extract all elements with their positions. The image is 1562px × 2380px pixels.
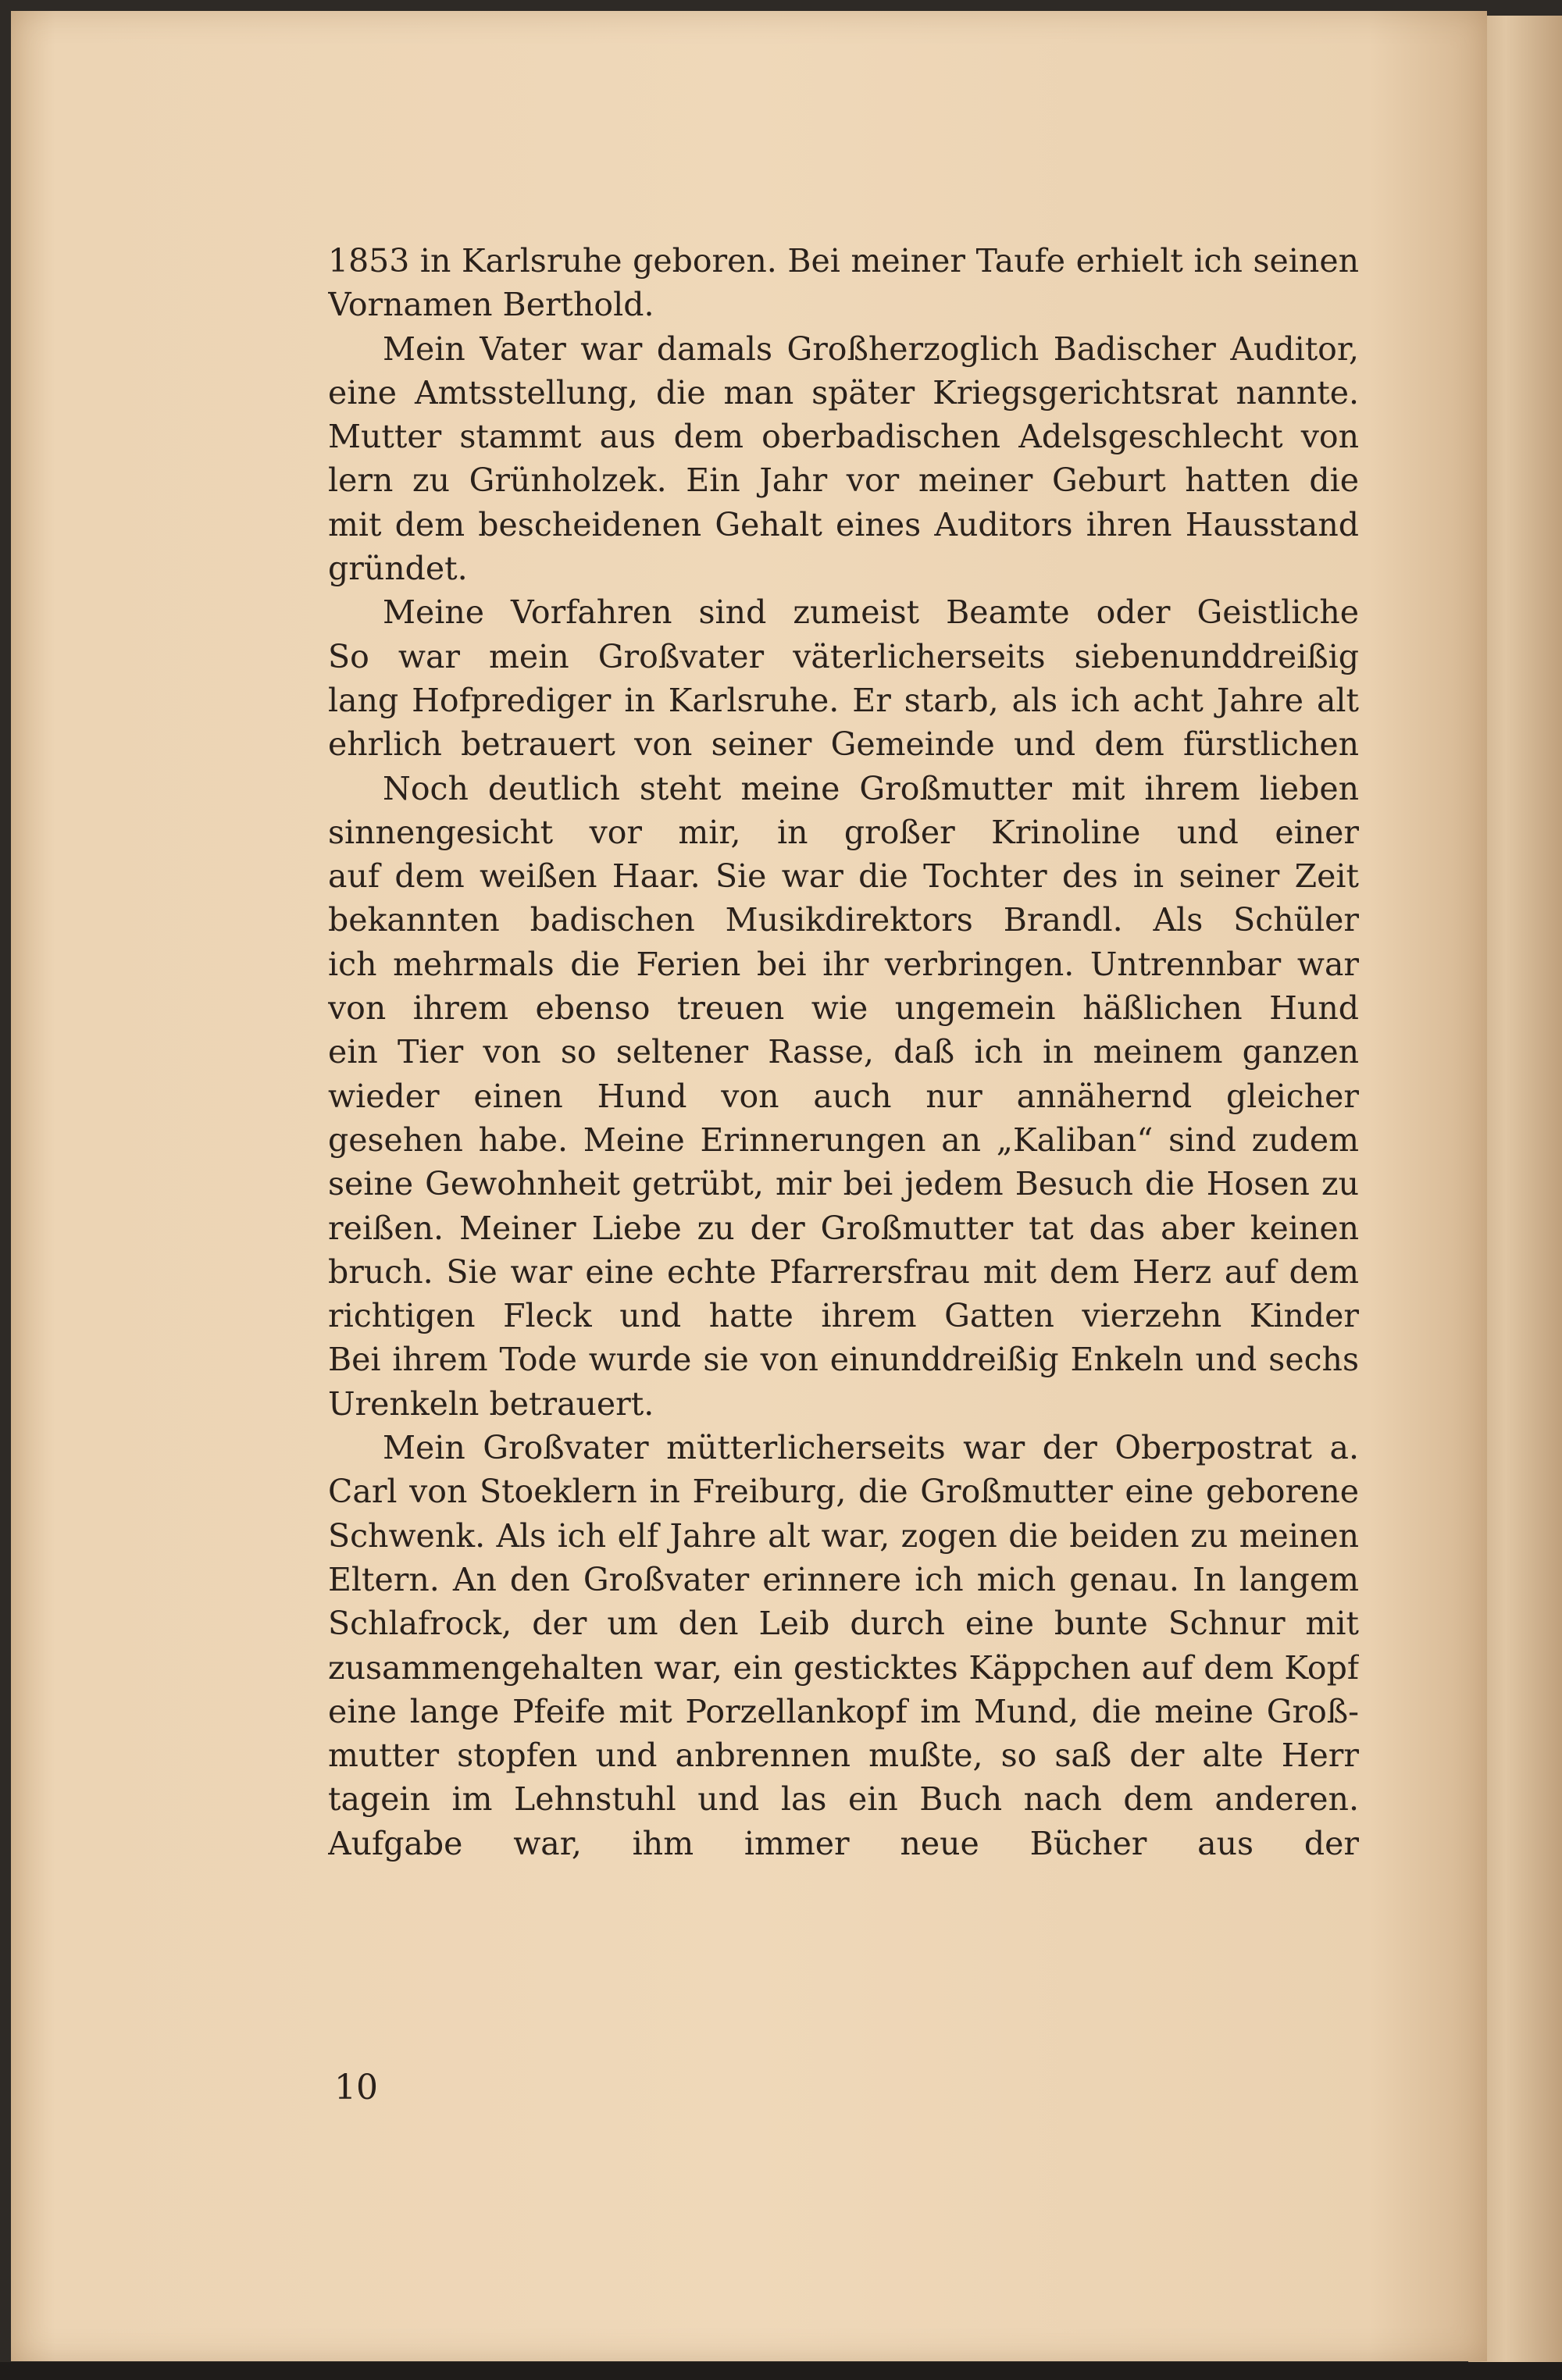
text-line: wieder einen Hund von auch nur annähernd gleicher <box>328 1077 1359 1115</box>
text-line: Eltern. An den Großvater erinnere ich mich genau. In langem <box>328 1560 1359 1598</box>
page-number: 10 <box>334 2068 378 2107</box>
text-line: Noch deutlich steht meine Großmutter mit ihrem lieben <box>383 769 1359 807</box>
body-text <box>328 239 1359 1865</box>
text-line: sinnengesicht vor mir, in großer Krinoline und einer <box>328 813 1359 851</box>
text-line: gründet. <box>328 550 468 588</box>
text-line: Vornamen Berthold. <box>328 286 654 324</box>
text-line: von ihrem ebenso treuen wie ungemein häßlichen Hund <box>328 989 1359 1028</box>
text-line: Mutter stammt aus dem oberbadischen Adelsgeschlecht von <box>328 418 1359 456</box>
text-line: tagein im Lehnstuhl und las ein Buch nach dem anderen. <box>328 1780 1359 1819</box>
text-line: eine Amtsstellung, die man später Kriegsgerichtsrat nannte. <box>328 373 1359 412</box>
text-line: So war mein Großvater väterlicherseits siebenunddreißig <box>328 637 1359 675</box>
text-line: ein Tier von so seltener Rasse, daß ich in meinem ganzen <box>328 1033 1359 1071</box>
text-line: Carl von Stoeklern in Freiburg, die Großmutter eine geborene <box>328 1473 1359 1511</box>
text-line: lern zu Grünholzek. Ein Jahr vor meiner Geburt hatten die <box>328 461 1359 500</box>
text-line: zusammengehalten war, ein gesticktes Käppchen auf dem Kopf <box>328 1648 1359 1687</box>
scan-bottom-edge <box>0 2362 1562 2380</box>
text-line: Meine Vorfahren sind zumeist Beamte oder Geistliche <box>383 593 1359 632</box>
text-line: Bei ihrem Tode wurde sie von einunddreißig Enkeln und sechs <box>328 1341 1359 1379</box>
text-line: 1853 in Karlsruhe geboren. Bei meiner Taufe erhielt ich seinen <box>328 242 1359 280</box>
text-line: Mein Großvater mütterlicherseits war der Oberpostrat a. <box>383 1429 1359 1467</box>
text-line: eine lange Pfeife mit Porzellankopf im Mund, die meine Groß- <box>328 1692 1359 1730</box>
text-line: mit dem bescheidenen Gehalt eines Auditors ihren Hausstand <box>328 505 1359 543</box>
text-line: ehrlich betrauert von seiner Gemeinde und dem fürstlichen <box>328 725 1359 764</box>
text-line: auf dem weißen Haar. Sie war die Tochter des in seiner Zeit <box>328 857 1359 896</box>
text-line: Aufgabe war, ihm immer neue Bücher aus der <box>328 1824 1359 1862</box>
text-line: Mein Vater war damals Großherzoglich Badischer Auditor, <box>383 330 1359 368</box>
text-line: bruch. Sie war eine echte Pfarrersfrau mit dem Herz auf dem <box>328 1252 1359 1291</box>
text-line: bekannten badischen Musikdirektors Brandl. Als Schüler <box>328 901 1359 939</box>
text-line: reißen. Meiner Liebe zu der Großmutter tat das aber keinen <box>328 1209 1359 1247</box>
text-line: lang Hofprediger in Karlsruhe. Er starb, als ich acht Jahre alt <box>328 681 1359 719</box>
text-line: seine Gewohnheit getrübt, mir bei jedem Besuch die Hosen zu <box>328 1165 1359 1203</box>
text-line: gesehen habe. Meine Erinnerungen an „Kaliban“ sind zudem <box>328 1121 1359 1159</box>
text-line: ich mehrmals die Ferien bei ihr verbringen. Untrennbar war <box>328 945 1359 983</box>
text-line: mutter stopfen und anbrennen mußte, so saß der alte Herr <box>328 1737 1359 1775</box>
text-line: Schwenk. Als ich elf Jahre alt war, zogen die beiden zu meinen <box>328 1516 1359 1555</box>
text-line: richtigen Fleck und hatte ihrem Gatten vierzehn Kinder <box>328 1297 1359 1335</box>
text-line: Urenkeln betrauert. <box>328 1384 654 1423</box>
text-line: Schlafrock, der um den Leib durch eine bunte Schnur mit <box>328 1605 1359 1643</box>
